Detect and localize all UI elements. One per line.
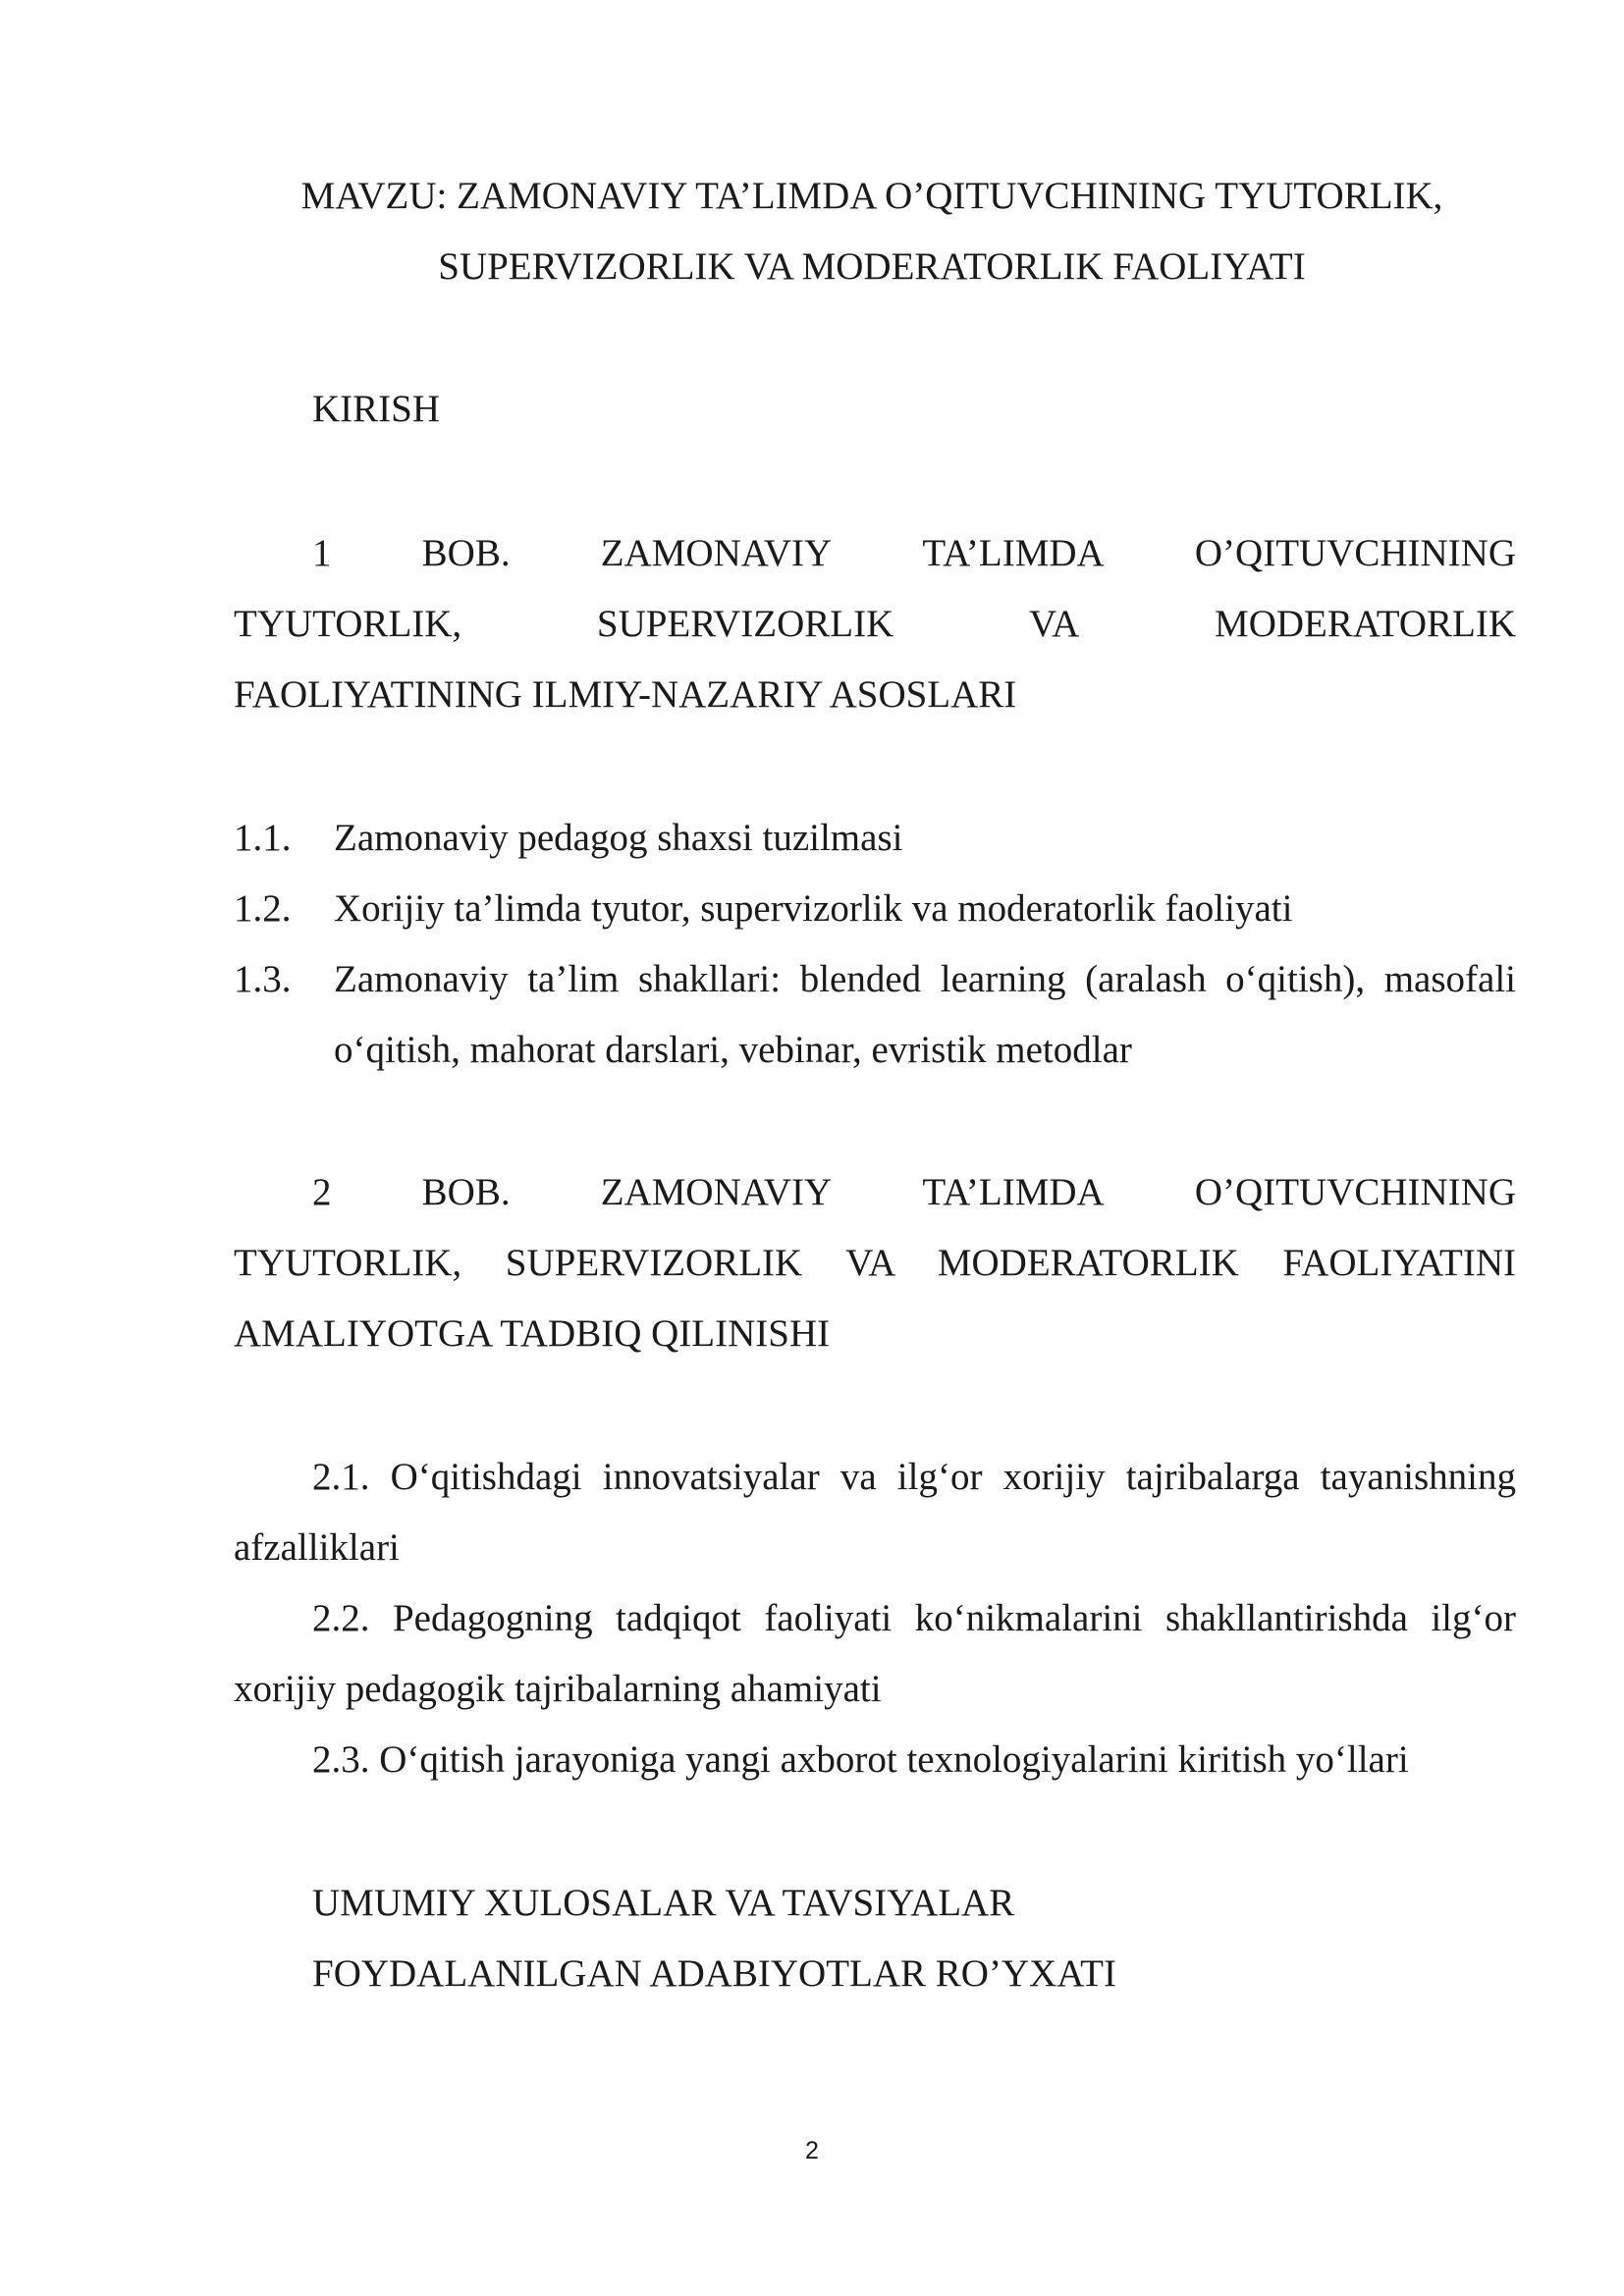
chapter1-heading-line-3: FAOLIYATINING ILMIY-NAZARIY ASOSLARI [234, 673, 1017, 716]
title-line-2: SUPERVIZORLIK VA MODERATORLIK FAOLIYATI [438, 245, 1306, 288]
toc-item [234, 874, 1516, 944]
chapter2-word: 2 [312, 1171, 332, 1213]
toc-item: 2.2. Pedagogning tadqiqot faoliyati ko‘nikmalarini shakllantirishda ilg‘or xorijiy pedagogik tajribalarning ahamiyati [234, 1597, 1516, 1710]
chapter1-word: O’QITUVCHINING [1194, 532, 1516, 574]
toc-item-text: Xorijiy ta’limda tyutor, supervizorlik va moderatorlik faoliyati [334, 887, 1293, 930]
toc-item: 2.3. O‘qitish jarayoniga yangi axborot texnologiyalarini kiritish yo‘llari [312, 1738, 1409, 1781]
toc-item [234, 944, 1516, 1086]
chapter1-word: TYUTORLIK, [234, 603, 462, 645]
page-number: 2 [805, 2137, 819, 2164]
chapter1-word: VA [1029, 603, 1080, 645]
chapter2-word: TA’LIMDA [922, 1171, 1105, 1213]
document-title [234, 161, 1510, 302]
chapter1-word: ZAMONAVIY [600, 532, 833, 574]
toc-intro: KIRISH [312, 388, 441, 430]
chapter2-word: O’QITUVCHINING [1194, 1171, 1516, 1213]
toc-item: 2.1. O‘qitishdagi innovatsiyalar va ilg‘or xorijiy tajribalarga tayanishning afzalliklari [234, 1456, 1516, 1569]
chapter2-heading-line-3: AMALIYOTGA TADBIQ QILINISHI [234, 1312, 831, 1355]
chapter1-word: 1 [312, 532, 332, 574]
toc-item-number: 1.1. [234, 817, 292, 859]
toc-item-text: Zamonaviy ta’lim shakllari: blended learning (aralash o‘qitish), masofali o‘qitish, mahorat darslari, vebinar, evristik metodlar [334, 958, 1516, 1071]
chapter1-word: BOB. [421, 532, 511, 574]
toc-item [234, 803, 1516, 874]
chapter2-heading-line-1 [234, 1157, 1516, 1228]
chapter1-word: TA’LIMDA [922, 532, 1105, 574]
chapter2-word: BOB. [421, 1171, 511, 1213]
toc-item-text: Zamonaviy pedagog shaxsi tuzilmasi [334, 817, 903, 859]
chapter2-word: ZAMONAVIY [600, 1171, 833, 1213]
toc-references: FOYDALANILGAN ADABIYOTLAR RO’YXATI [312, 1952, 1116, 1995]
title-line-1: MAVZU: ZAMONAVIY TA’LIMDA O’QITUVCHINING TYUTORLIK, [300, 175, 1443, 217]
toc-item-number: 1.3. [234, 958, 292, 1000]
chapter1-heading-line-2 [234, 589, 1516, 660]
chapter1-word: SUPERVIZORLIK [596, 603, 894, 645]
chapter1-word: MODERATORLIK [1215, 603, 1516, 645]
chapter2-heading-line-2: TYUTORLIK, SUPERVIZORLIK VA MODERATORLIK FAOLIYATINI [234, 1242, 1516, 1284]
chapter1-heading-line-1 [234, 518, 1516, 589]
toc-item-number: 1.2. [234, 887, 292, 930]
toc-conclusion: UMUMIY XULOSALAR VA TAVSIYALAR [312, 1882, 1015, 1924]
